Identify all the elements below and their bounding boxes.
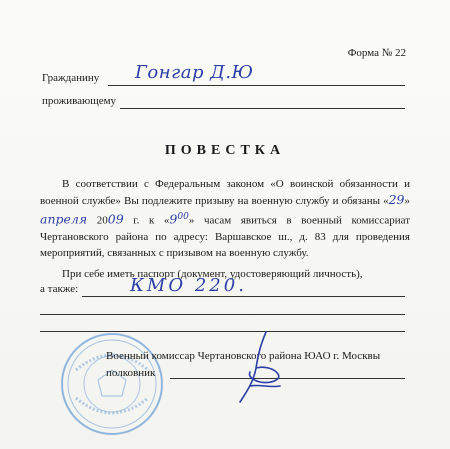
commissar-title: Военный комиссар Чертановского района ЮАО г. Москвы	[106, 350, 381, 362]
handwritten-signature	[230, 328, 290, 408]
paragraph1-part4: г. к «	[123, 215, 170, 228]
paragraph1-part3: 20	[87, 215, 108, 228]
also-underline	[82, 296, 405, 297]
recipient-label: Гражданину	[42, 72, 100, 84]
documents-text: При себе иметь паспорт (документ, удостоверяющий личность),	[62, 268, 363, 280]
commissar-rank: полковник	[106, 367, 156, 379]
paragraph1-part1: В соответствии с Федеральным законом «О воинской обязанности и военной службе» Вы подлежите призыву на военную службу и обязаны «	[40, 178, 410, 208]
month-handwritten: апреля	[40, 212, 88, 228]
recipient-name: Гонгар Д.Ю	[135, 62, 254, 83]
day-handwritten: 29	[388, 192, 405, 208]
minutes-handwritten: 00	[177, 212, 189, 223]
also-label: а также:	[40, 283, 79, 295]
official-stamp	[58, 330, 166, 438]
year-handwritten: 09	[107, 212, 124, 228]
paragraph1-part2: »	[404, 195, 410, 208]
summons-paragraph	[40, 176, 410, 262]
recipient-underline	[108, 85, 405, 86]
paragraph1-part5: » часам явиться в военный комиссариат Чертановского района по адресу: Варшавское ш., д. 83 для проведения мероприятий, связанных с призывом на военную службу.	[40, 215, 411, 260]
residing-label: проживающему	[42, 95, 117, 107]
form-number: Форма № 22	[347, 47, 406, 59]
document-title: ПОВЕСТКА	[164, 143, 286, 158]
also-handwritten: КМО 220.	[130, 275, 247, 296]
blank-line-1	[40, 314, 405, 315]
residing-underline	[120, 108, 405, 109]
hour-handwritten: 9	[169, 212, 178, 228]
